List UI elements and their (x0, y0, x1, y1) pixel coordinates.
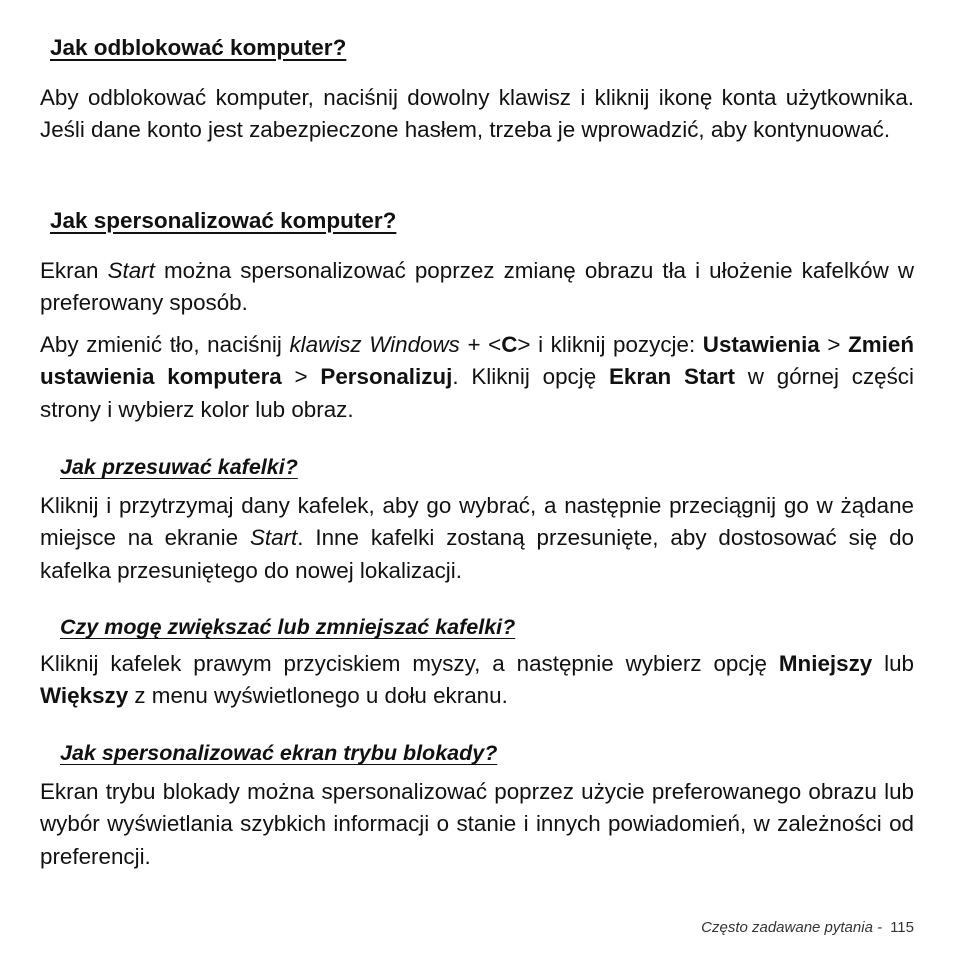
heading-unlock: Jak odblokować komputer? (50, 35, 347, 60)
term-start: Start (249, 525, 298, 551)
page-number: 115 (890, 919, 914, 936)
term-windows-key: klawisz Windows (289, 332, 460, 357)
term-smaller: Mniejszy (778, 651, 873, 676)
footer-label: Często zadawane pytania - (701, 919, 883, 936)
term-c-key: C (501, 332, 518, 357)
term-settings: Ustawienia (702, 332, 820, 357)
term-change-pc-settings: Zmień ustawienia komputera (40, 332, 914, 390)
heading-lock-screen: Jak spersonalizować ekran trybu blokady? (60, 741, 498, 765)
term-larger: Większy (40, 683, 129, 709)
paragraph-lock-screen: Ekran trybu blokady można spersonalizować poprzez użycie preferowanego obrazu lub wybór wyświetlania szybkich informacji o stanie i innych powiadomień, w zależności od preferencji. (40, 779, 914, 869)
paragraph-resize-tiles: Kliknij kafelek prawym przyciskiem myszy, a następnie wybierz opcję Mniejszy lub Większy z menu wyświetlonego u dołu ekranu. (40, 651, 915, 709)
paragraph-move-tiles: Kliknij i przytrzymaj dany kafelek, aby go wybrać, a następnie przeciągnij go w żądane miejsce na ekranie Start. Inne kafelki zostaną przesunięte, aby dostosować się do kafelka przesuniętego do nowej lokalizacji. (40, 493, 914, 583)
term-personalize: Personalizuj (320, 364, 453, 390)
paragraph-personalize-2: Aby zmienić tło, naciśnij klawisz Windows + <C> i kliknij pozycje: Ustawienia > Zmień ustawienia komputera > Personalizuj. Kliknij opcję Ekran Start w górnej części strony i wybierz kolor lub obraz. (40, 332, 914, 422)
page-footer (701, 918, 914, 938)
paragraph-unlock: Aby odblokować komputer, naciśnij dowolny klawisz i kliknij ikonę konta użytkownika. Jeśli dane konto jest zabezpieczone hasłem, trzeba je wprowadzić, aby kontynuować. (40, 85, 914, 143)
term-start-screen: Ekran Start (608, 364, 735, 390)
term-start: Start (107, 258, 155, 283)
heading-move-tiles: Jak przesuwać kafelki? (60, 455, 298, 479)
heading-resize-tiles: Czy mogę zwiększać lub zmniejszać kafelki? (60, 615, 516, 639)
paragraph-personalize-1: Ekran Start można spersonalizować poprzez zmianę obrazu tła i ułożenie kafelków w preferowany sposób. (40, 258, 914, 316)
heading-personalize: Jak spersonalizować komputer? (50, 208, 397, 233)
